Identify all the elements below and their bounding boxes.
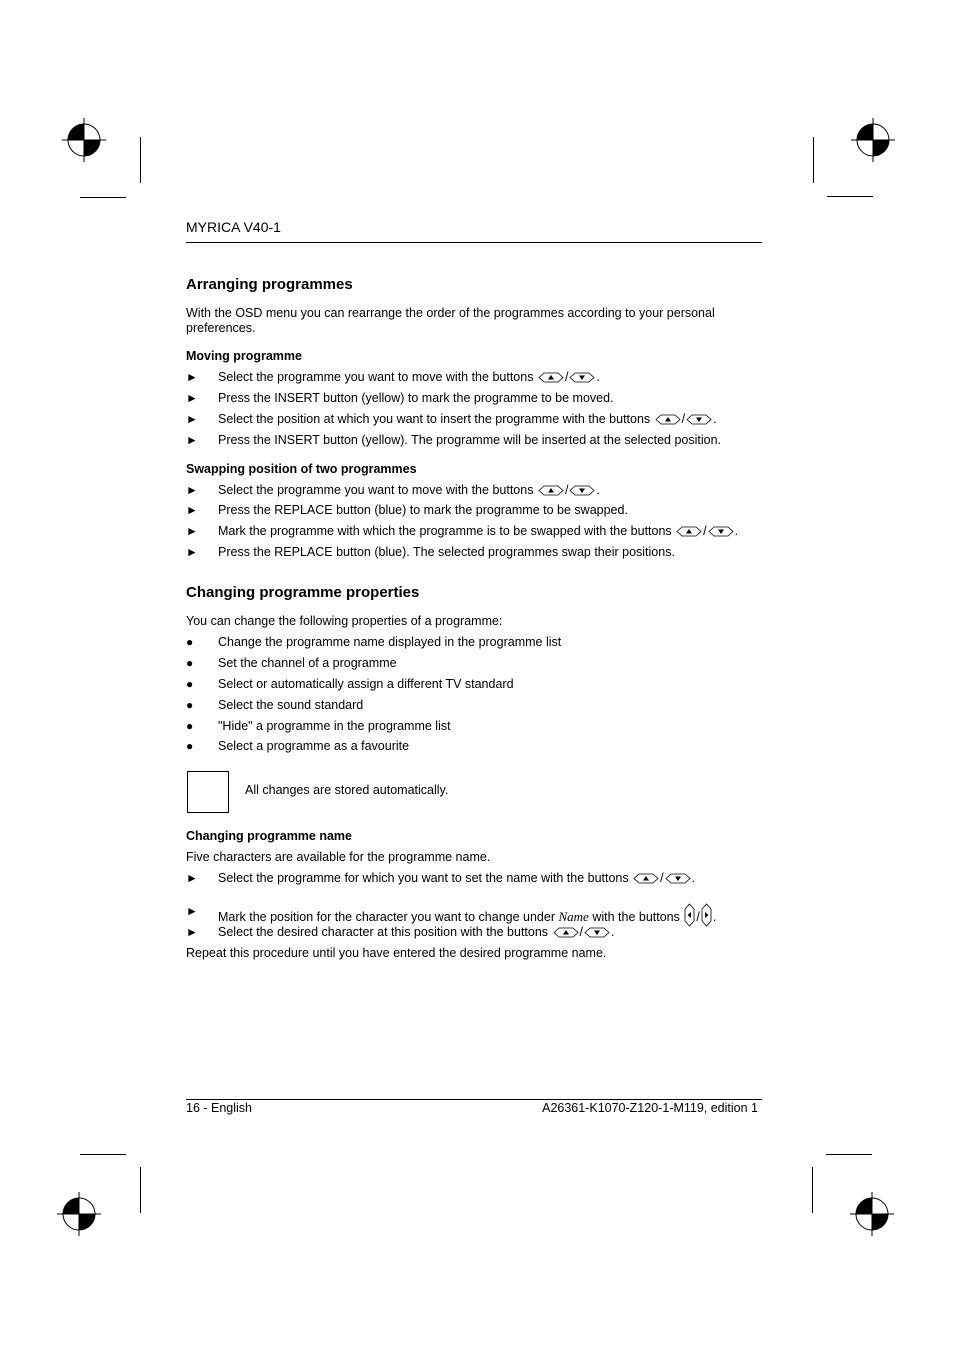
bullet-text: Select or automatically assign a different TV standard	[218, 677, 514, 691]
arrow-bullet-icon: ►	[186, 433, 198, 447]
step-text: Press the INSERT button (yellow). The programme will be inserted at the selected position.	[218, 433, 722, 447]
list-item	[186, 411, 762, 427]
registration-mark-top-right	[851, 118, 895, 162]
slash-separator: /	[660, 871, 664, 885]
list-item	[186, 870, 762, 886]
list-item	[186, 903, 762, 924]
arrow-bullet-icon: ►	[186, 524, 198, 538]
list-item	[186, 502, 762, 518]
down-button-icon	[665, 872, 691, 888]
note-icon	[187, 771, 229, 813]
step-text: Mark the position for the character you want to change under	[218, 910, 555, 924]
up-button-icon	[538, 484, 564, 500]
dot-bullet-icon: ●	[186, 635, 194, 649]
down-button-icon	[584, 926, 610, 942]
step-text: Select the desired character at this position with the buttons	[218, 925, 549, 939]
list-item	[186, 634, 762, 650]
step-text: Mark the programme with which the programme is to be swapped with the buttons	[218, 524, 672, 538]
list-item	[186, 718, 762, 734]
arrow-bullet-icon: ►	[186, 871, 198, 885]
slash-separator: /	[681, 412, 686, 426]
subsection-intro: Five characters are available for the programme name.	[186, 850, 491, 864]
list-item	[186, 544, 762, 560]
section-title-changing: Changing programme properties	[186, 584, 420, 601]
slash-separator: /	[696, 910, 700, 924]
period: .	[691, 871, 696, 885]
crop-line	[812, 1167, 813, 1213]
subsection-title-swapping: Swapping position of two programmes	[186, 462, 417, 476]
up-button-icon	[676, 525, 702, 541]
up-button-icon	[633, 872, 659, 888]
down-button-icon	[569, 371, 595, 387]
arrow-bullet-icon: ►	[186, 391, 198, 405]
crop-line	[140, 1167, 141, 1213]
subsection-title-name: Changing programme name	[186, 829, 352, 843]
crop-line	[80, 1154, 126, 1155]
note-text: All changes are stored automatically.	[245, 783, 449, 797]
period: .	[611, 925, 615, 939]
dot-bullet-icon: ●	[186, 739, 194, 753]
dot-bullet-icon: ●	[186, 677, 194, 691]
up-button-icon	[553, 926, 579, 942]
period: .	[712, 910, 717, 924]
up-button-icon	[538, 371, 564, 387]
section-intro: You can change the following properties of a programme:	[186, 614, 503, 628]
registration-mark-top-left	[62, 118, 106, 162]
slash-separator: /	[579, 925, 584, 939]
bullet-text: Set the channel of a programme	[218, 656, 397, 670]
list-item	[186, 924, 762, 940]
up-button-icon	[655, 413, 681, 429]
list-item	[186, 697, 762, 713]
dot-bullet-icon: ●	[186, 698, 194, 712]
step-text: Press the REPLACE button (blue). The selected programmes swap their positions.	[218, 545, 675, 559]
step-text: Select the programme you want to move with the buttons	[218, 370, 534, 384]
section-intro: With the OSD menu you can rearrange the order of the programmes according to your personal preferences.	[186, 306, 715, 335]
arrow-bullet-icon: ►	[186, 483, 198, 497]
down-button-icon	[708, 525, 734, 541]
arrow-bullet-icon: ►	[186, 545, 198, 559]
crop-line	[827, 196, 873, 197]
slash-separator: /	[703, 524, 707, 538]
dot-bullet-icon: ●	[186, 656, 194, 670]
period: .	[734, 524, 739, 538]
dot-bullet-icon: ●	[186, 719, 194, 733]
footer-rule	[186, 1099, 762, 1100]
subsection-title-moving: Moving programme	[186, 349, 302, 363]
crop-line	[80, 197, 126, 198]
list-item	[186, 655, 762, 671]
crop-line	[813, 137, 814, 183]
registration-mark-bottom-right	[850, 1192, 894, 1236]
step-text: with the buttons	[592, 910, 680, 924]
registration-mark-bottom-left	[57, 1192, 101, 1236]
list-item	[186, 369, 762, 385]
step-text: Select the programme you want to move with the buttons	[218, 483, 534, 497]
arrow-bullet-icon: ►	[186, 904, 198, 918]
bullet-text: "Hide" a programme in the programme list	[218, 719, 451, 733]
down-button-icon	[569, 484, 595, 500]
arrow-bullet-icon: ►	[186, 412, 198, 426]
page-header-title: MYRICA V40-1	[186, 219, 281, 235]
arrow-bullet-icon: ►	[186, 925, 198, 939]
slash-separator: /	[564, 483, 569, 497]
step-text: Select the position at which you want to insert the programme with the buttons	[218, 412, 651, 426]
document-id: A26361-K1070-Z120-1-M119, edition 1	[542, 1101, 758, 1115]
header-rule	[186, 242, 762, 243]
list-item	[186, 432, 762, 448]
section-title-arranging: Arranging programmes	[186, 276, 353, 293]
step-text: Press the INSERT button (yellow) to mark the programme to be moved.	[218, 391, 614, 405]
name-field-label: Name	[558, 909, 589, 924]
down-button-icon	[686, 413, 712, 429]
period: .	[596, 370, 600, 384]
arrow-bullet-icon: ►	[186, 503, 198, 517]
period: .	[596, 483, 600, 497]
period: .	[713, 412, 717, 426]
bullet-text: Select a programme as a favourite	[218, 739, 410, 753]
arrow-bullet-icon: ►	[186, 370, 198, 384]
step-text: Select the programme for which you want to set the name with the buttons	[218, 871, 629, 885]
crop-line	[826, 1154, 872, 1155]
subsection-outro: Repeat this procedure until you have entered the desired programme name.	[186, 946, 607, 960]
list-item	[186, 390, 762, 406]
list-item	[186, 523, 762, 539]
list-item	[186, 676, 762, 692]
list-item	[186, 738, 762, 754]
list-item	[186, 482, 762, 498]
page-number: 16 - English	[186, 1101, 253, 1115]
bullet-text: Change the programme name displayed in the programme list	[218, 635, 562, 649]
step-text: Press the REPLACE button (blue) to mark the programme to be swapped.	[218, 503, 628, 517]
slash-separator: /	[564, 370, 569, 384]
bullet-text: Select the sound standard	[218, 698, 364, 712]
crop-line	[140, 137, 141, 183]
